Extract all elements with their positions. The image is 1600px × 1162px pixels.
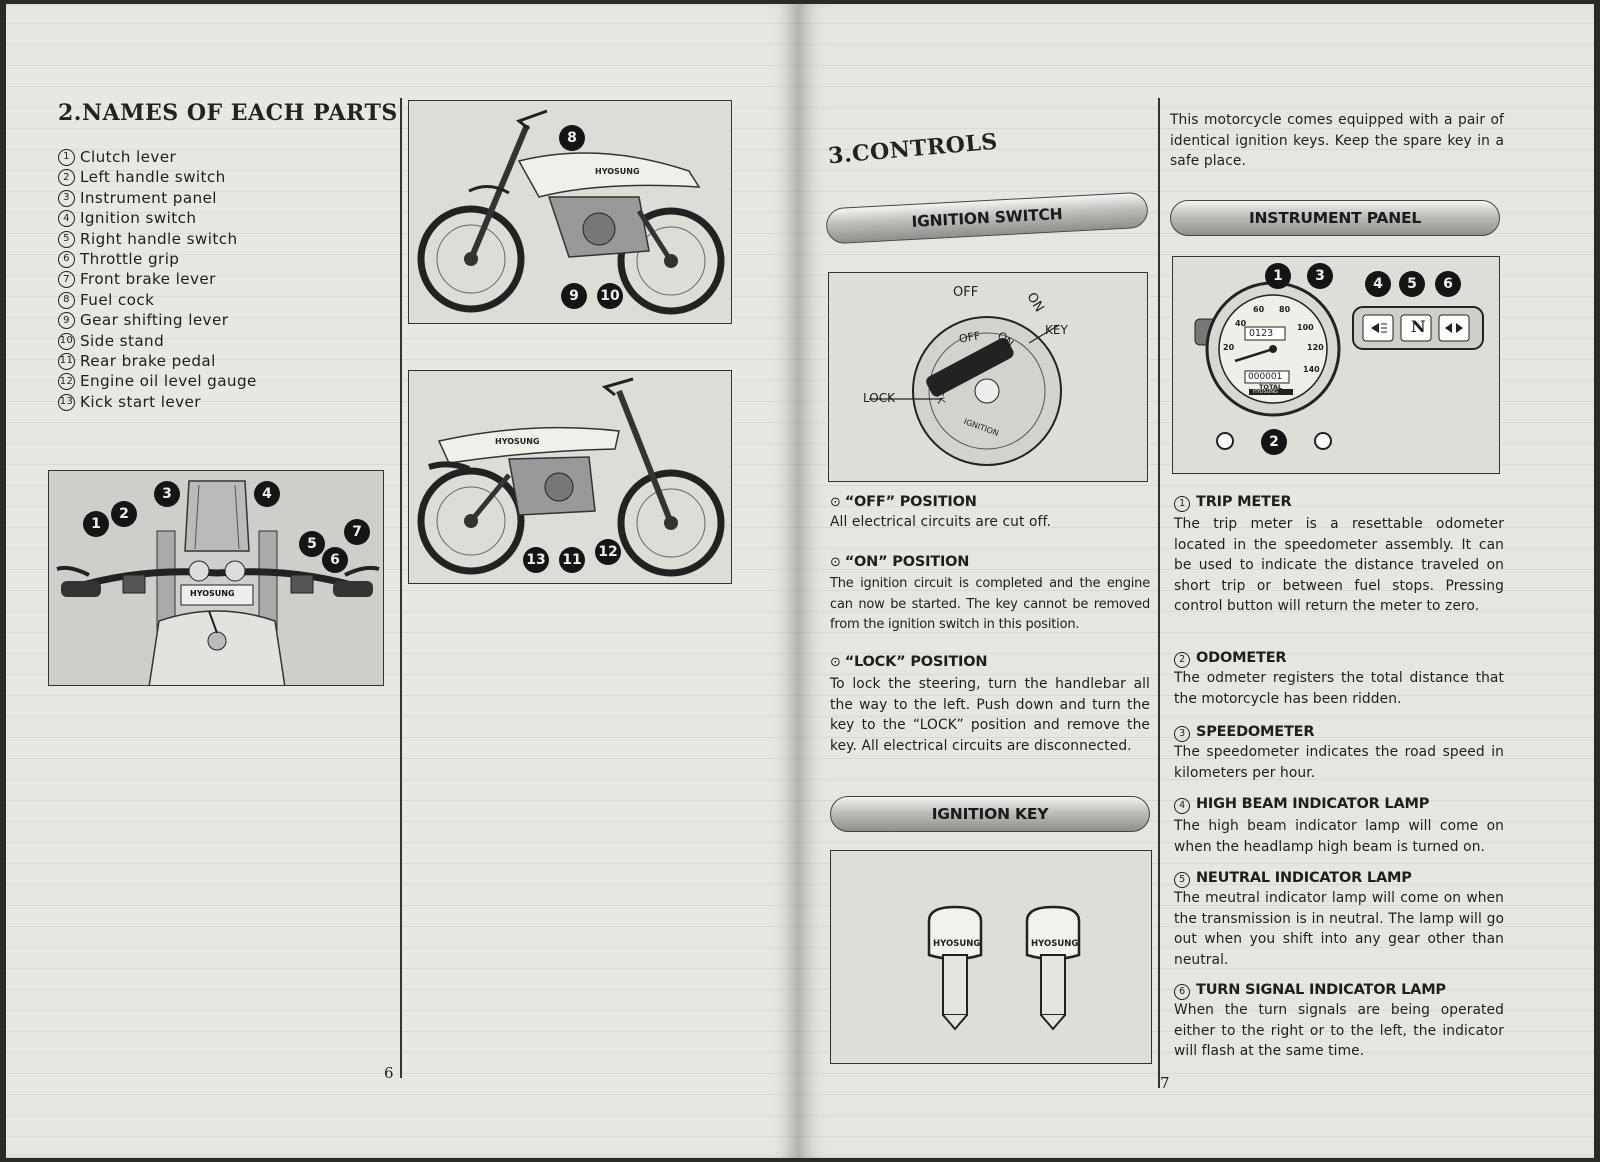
callout-11: 11 bbox=[559, 547, 585, 573]
callout-2: 2 bbox=[111, 501, 137, 527]
list-item bbox=[58, 371, 398, 391]
label-lock-outer: LOCK bbox=[863, 391, 895, 405]
list-item bbox=[58, 147, 398, 167]
item-high-beam-title: 4 HIGH BEAM INDICATOR LAMP bbox=[1174, 796, 1429, 814]
part-label: Ignition switch bbox=[80, 209, 197, 228]
part-label: Fuel cock bbox=[80, 290, 155, 309]
item-high-beam-text: The high beam indicator lamp will come on when the headlamp high beam is turned on. bbox=[1174, 818, 1504, 855]
list-item bbox=[58, 188, 398, 208]
item-odometer-title: 2 ODOMETER bbox=[1174, 650, 1286, 668]
key-brand: HYOSUNG bbox=[933, 939, 981, 949]
list-item bbox=[58, 310, 398, 330]
label-ignition: IGNITION bbox=[962, 417, 1000, 438]
off-position-title: ⊙ “OFF” POSITION bbox=[830, 494, 977, 510]
ignition-switch-figure bbox=[828, 272, 1148, 482]
handlebar-illustration bbox=[49, 471, 384, 686]
list-item bbox=[58, 249, 398, 269]
tank-brand: HYOSUNG bbox=[495, 437, 540, 446]
scale-60: 60 bbox=[1253, 305, 1265, 314]
item-number: 10 bbox=[58, 333, 75, 350]
section-title-controls: 3.CONTROLS bbox=[827, 128, 999, 170]
on-position-title: ⊙ “ON” POSITION bbox=[830, 554, 970, 570]
banner-instrument-panel: INSTRUMENT PANEL bbox=[1170, 200, 1500, 236]
item-turn-signal-text: When the turn signals are being operated either to the right or to the left, the indicator will flash at the same time. bbox=[1174, 1002, 1504, 1060]
list-item bbox=[58, 290, 398, 310]
neutral-lamp-label: N bbox=[1411, 317, 1426, 336]
motorcycle-left-view-figure bbox=[408, 100, 732, 324]
label-off-inner: OFF bbox=[958, 329, 982, 346]
part-label: Instrument panel bbox=[80, 188, 217, 207]
ignition-switch-illustration bbox=[829, 273, 1148, 482]
label-on-inner: ON bbox=[994, 329, 1017, 350]
item-number: 6 bbox=[58, 251, 75, 268]
callout-2: 2 bbox=[1261, 429, 1287, 455]
part-label: Kick start lever bbox=[80, 392, 201, 411]
label-key: KEY bbox=[1045, 323, 1068, 337]
manual-spread bbox=[6, 4, 1594, 1158]
item-neutral-title: 5 NEUTRAL INDICATOR LAMP bbox=[1174, 870, 1412, 888]
item-number: 1 bbox=[58, 149, 75, 166]
off-position-text: All electrical circuits are cut off. bbox=[830, 514, 1051, 530]
handlebar-figure bbox=[48, 470, 384, 686]
callout-6: 6 bbox=[1435, 271, 1461, 297]
list-item bbox=[58, 167, 398, 187]
list-item bbox=[58, 392, 398, 412]
keys-intro-text: This motorcycle comes equipped with a pair of identical ignition keys. Keep the spare key in a safe place. bbox=[1170, 112, 1504, 170]
callout-12: 12 bbox=[595, 539, 621, 565]
item-speedometer-text: The speedometer indicates the road speed in kilometers per hour. bbox=[1174, 744, 1504, 781]
handlebar-brand-plate: HYOSUNG bbox=[190, 589, 235, 598]
callout-4: 4 bbox=[254, 481, 280, 507]
item-number: 11 bbox=[58, 353, 75, 370]
scale-80: 80 bbox=[1279, 305, 1291, 314]
list-item bbox=[58, 208, 398, 228]
callout-3: 3 bbox=[154, 481, 180, 507]
lock-position-title: ⊙ “LOCK” POSITION bbox=[830, 654, 988, 670]
on-position-text: The ignition circuit is completed and the engine can now be started. The key cannot be removed from the ignition switch in this position. bbox=[830, 576, 1150, 632]
callout-7: 7 bbox=[344, 519, 370, 545]
trip-meter-digits: 0123 bbox=[1249, 328, 1274, 339]
part-label: Clutch lever bbox=[80, 148, 177, 166]
part-label: Rear brake pedal bbox=[80, 352, 216, 371]
callout-3: 3 bbox=[1307, 263, 1333, 289]
item-neutral-text: The meutral indicator lamp will come on when the transmission is in neutral. The lamp will go out when you shift into any gear other than neutral. bbox=[1174, 890, 1504, 968]
tank-brand: HYOSUNG bbox=[595, 167, 640, 176]
label-lock-inner: LOCK bbox=[930, 376, 947, 405]
section-title-names-of-parts: 2.NAMES OF EACH PARTS bbox=[58, 100, 398, 126]
item-number: 5 bbox=[58, 231, 75, 248]
ignition-keys-illustration bbox=[831, 851, 1152, 1064]
item-number: 8 bbox=[58, 292, 75, 309]
speedo-brand: HYOSUNG bbox=[1253, 389, 1278, 395]
item-trip-meter-title: 1 TRIP METER bbox=[1174, 494, 1291, 512]
list-item bbox=[58, 331, 398, 351]
item-trip-meter-text: The trip meter is a resettable odometer located in the speedometer assembly. It can be used to indicate the distance traveled on short trip or between fuel stops. Pressing control button will return the meter to zero. bbox=[1174, 516, 1504, 615]
callout-1: 1 bbox=[83, 511, 109, 537]
part-label: Side stand bbox=[80, 331, 165, 350]
part-label: Front brake lever bbox=[80, 270, 216, 289]
label-on-outer: ON bbox=[1023, 290, 1047, 315]
total-label: TOTAL bbox=[1259, 383, 1283, 391]
key-brand: HYOSUNG bbox=[1031, 939, 1079, 949]
item-number: 4 bbox=[58, 210, 75, 227]
list-item bbox=[58, 351, 398, 371]
item-number: 2 bbox=[58, 169, 75, 186]
scale-120: 120 bbox=[1307, 343, 1324, 352]
callout-1: 1 bbox=[1265, 263, 1291, 289]
item-odometer-text: The odmeter registers the total distance that the motorcycle has been ridden. bbox=[1174, 670, 1504, 707]
item-number: 13 bbox=[58, 394, 75, 411]
callout-8: 8 bbox=[559, 125, 585, 151]
part-label: Right handle switch bbox=[80, 229, 238, 248]
instrument-panel-figure bbox=[1172, 256, 1500, 474]
banner-ignition-switch: IGNITION SWITCH bbox=[825, 192, 1148, 245]
motorcycle-right-view-figure bbox=[408, 370, 732, 584]
page-6 bbox=[6, 4, 798, 1158]
column-divider bbox=[400, 98, 402, 1078]
item-turn-signal-title: 6 TURN SIGNAL INDICATOR LAMP bbox=[1174, 982, 1446, 1000]
callout-6: 6 bbox=[322, 547, 348, 573]
part-label: Throttle grip bbox=[80, 250, 180, 269]
item-speedometer-title: 3 SPEEDOMETER bbox=[1174, 724, 1314, 742]
part-label: Gear shifting lever bbox=[80, 311, 229, 330]
callout-13: 13 bbox=[523, 547, 549, 573]
callout-5: 5 bbox=[299, 531, 325, 557]
item-number: 3 bbox=[58, 190, 75, 207]
scale-40: 40 bbox=[1235, 319, 1247, 328]
parts-list bbox=[58, 147, 398, 412]
callout-4: 4 bbox=[1365, 271, 1391, 297]
page-number: 6 bbox=[384, 1064, 394, 1082]
scale-100: 100 bbox=[1297, 323, 1314, 332]
part-label: Engine oil level gauge bbox=[80, 372, 257, 391]
page-7 bbox=[798, 4, 1594, 1158]
column-divider bbox=[1158, 98, 1160, 1088]
scale-140: 140 bbox=[1303, 365, 1320, 374]
callout-5: 5 bbox=[1399, 271, 1425, 297]
list-item bbox=[58, 229, 398, 249]
scale-20: 20 bbox=[1223, 343, 1235, 352]
ignition-key-figure bbox=[830, 850, 1152, 1064]
page-number: 7 bbox=[1160, 1074, 1170, 1092]
banner-ignition-key: IGNITION KEY bbox=[830, 796, 1150, 832]
callout-9: 9 bbox=[561, 283, 587, 309]
item-number: 7 bbox=[58, 271, 75, 288]
list-item bbox=[58, 269, 398, 289]
part-label: Left handle switch bbox=[80, 168, 226, 187]
lock-position-text: To lock the steering, turn the handlebar all the way to the left. Push down and turn the key to the “LOCK” position and remove the key. All electrical circuits are disconnected. bbox=[830, 676, 1150, 754]
label-off-outer: OFF bbox=[953, 285, 979, 300]
callout-10: 10 bbox=[597, 283, 623, 309]
odometer-digits: 000001 bbox=[1248, 372, 1283, 382]
item-number: 12 bbox=[58, 373, 75, 390]
item-number: 9 bbox=[58, 312, 75, 329]
